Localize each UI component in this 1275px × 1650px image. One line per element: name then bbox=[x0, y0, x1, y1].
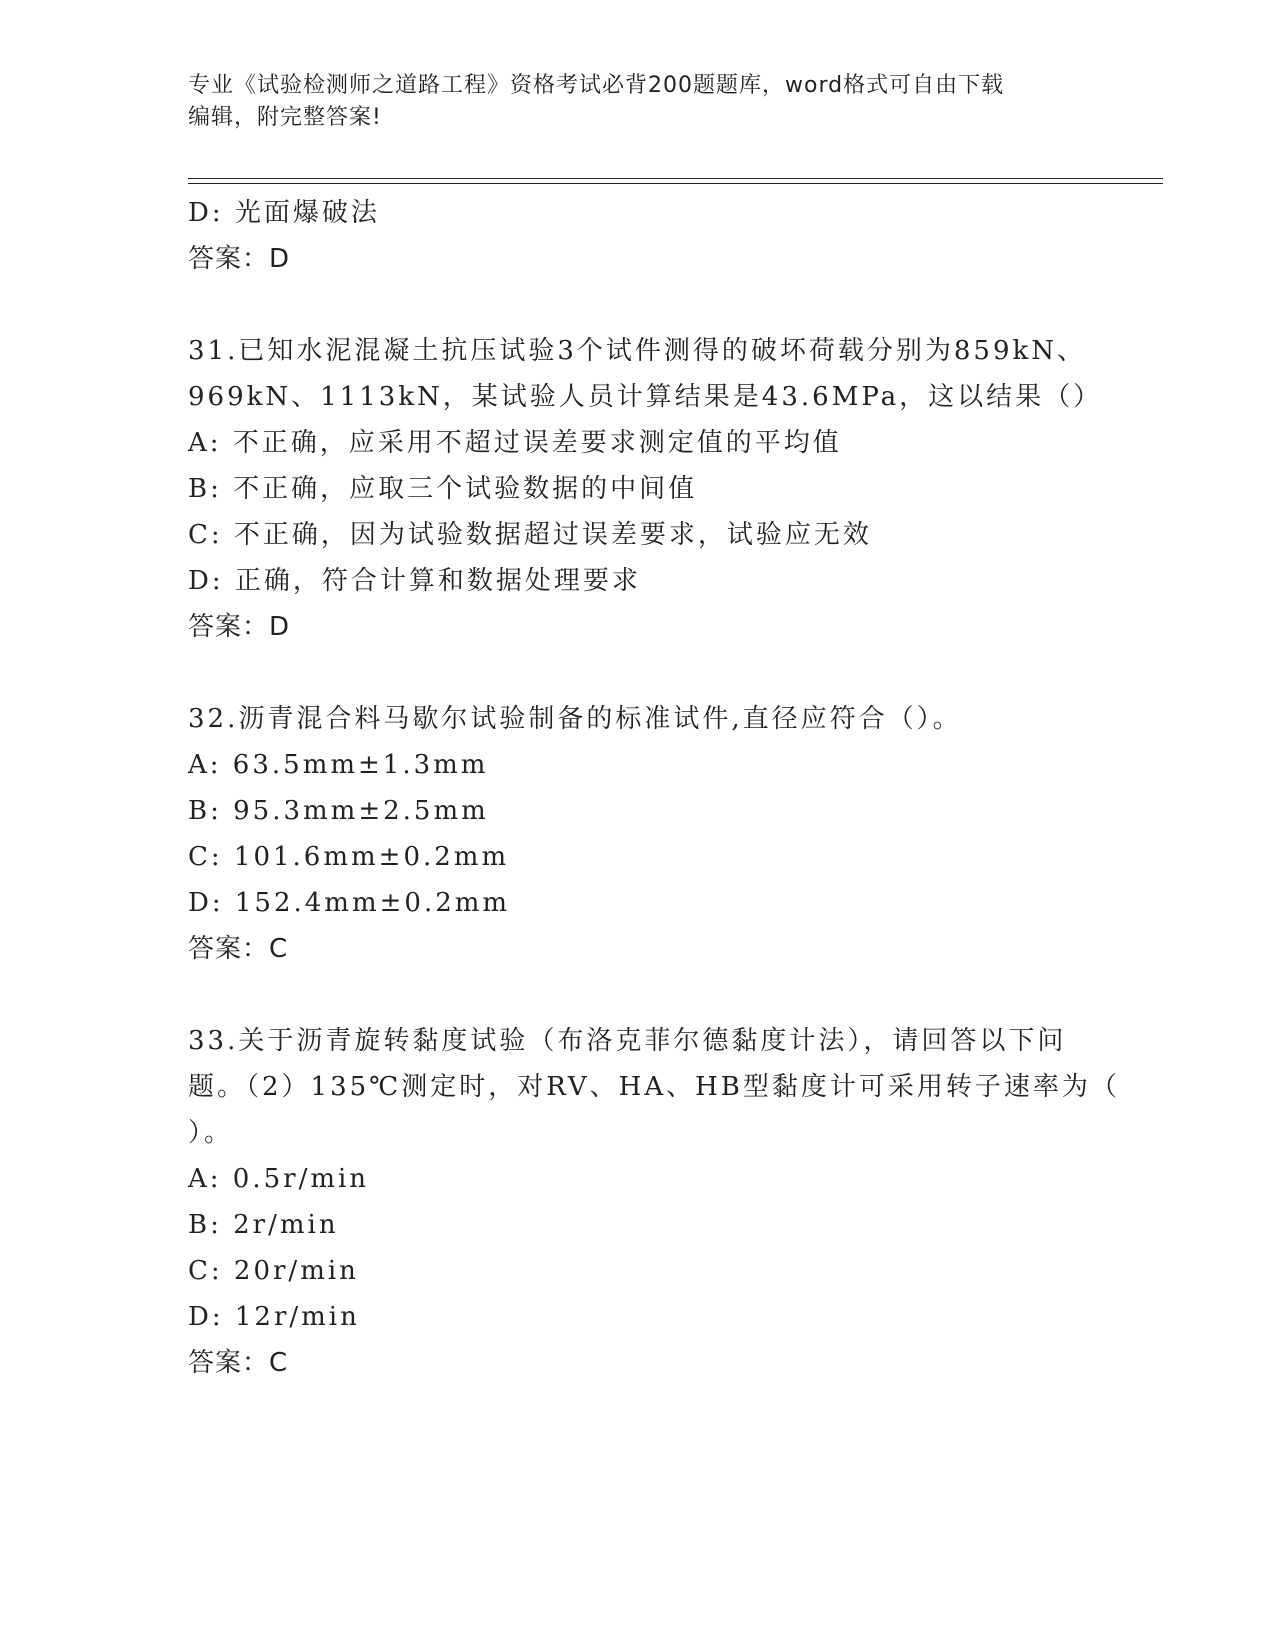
option-c: C: 101.6mm±0.2mm bbox=[188, 842, 510, 872]
question-32 bbox=[188, 696, 1088, 972]
header-line-2: 编辑，附完整答案! bbox=[188, 105, 382, 130]
spacer bbox=[188, 650, 1088, 696]
spacer bbox=[188, 282, 1088, 328]
answer-line: 答案：C bbox=[188, 934, 289, 964]
question-title-line: 969kN、1113kN，某试验人员计算结果是43.6MPa，这以结果（） bbox=[188, 382, 1103, 412]
option-a: A: 0.5r/min bbox=[188, 1164, 370, 1194]
option-b: B: 2r/min bbox=[188, 1210, 339, 1240]
option-d: D: 12r/min bbox=[188, 1302, 360, 1332]
document-header bbox=[188, 70, 1088, 134]
spacer bbox=[188, 972, 1088, 1018]
document-body bbox=[188, 190, 1120, 1386]
answer-line: 答案：D bbox=[188, 612, 291, 642]
option-d: D: 正确，符合计算和数据处理要求 bbox=[188, 566, 641, 596]
option-d: D: 光面爆破法 bbox=[188, 198, 380, 228]
previous-question-tail bbox=[188, 190, 1088, 282]
question-title-line: ）。 bbox=[188, 1118, 234, 1148]
option-c: C: 20r/min bbox=[188, 1256, 359, 1286]
question-33 bbox=[188, 1018, 1120, 1386]
question-title-line: 32.沥青混合料马歇尔试验制备的标准试件,直径应符合（）。 bbox=[188, 704, 962, 734]
answer-line: 答案：D bbox=[188, 244, 291, 274]
option-a: A: 不正确，应采用不超过误差要求测定值的平均值 bbox=[188, 428, 842, 458]
header-rule-top bbox=[188, 178, 1163, 179]
question-title-line: 33.关于沥青旋转黏度试验（布洛克菲尔德黏度计法），请回答以下问 bbox=[188, 1026, 1067, 1056]
question-title-line: 题。（2）135℃测定时，对RV、HA、HB型黏度计可采用转子速率为（ bbox=[188, 1072, 1120, 1102]
option-b: B: 95.3mm±2.5mm bbox=[188, 796, 489, 826]
option-b: B: 不正确，应取三个试验数据的中间值 bbox=[188, 474, 698, 504]
option-c: C: 不正确，因为试验数据超过误差要求，试验应无效 bbox=[188, 520, 872, 550]
header-rule-bottom bbox=[188, 183, 1163, 184]
option-a: A: 63.5mm±1.3mm bbox=[188, 750, 489, 780]
answer-line: 答案：C bbox=[188, 1348, 289, 1378]
option-d: D: 152.4mm±0.2mm bbox=[188, 888, 511, 918]
question-31 bbox=[188, 328, 1103, 650]
header-line-1: 专业《试验检测师之道路工程》资格考试必背200题题库，word格式可自由下载 bbox=[188, 73, 1005, 98]
question-title-line: 31.已知水泥混凝土抗压试验3个试件测得的破坏荷载分别为859kN、 bbox=[188, 336, 1087, 366]
